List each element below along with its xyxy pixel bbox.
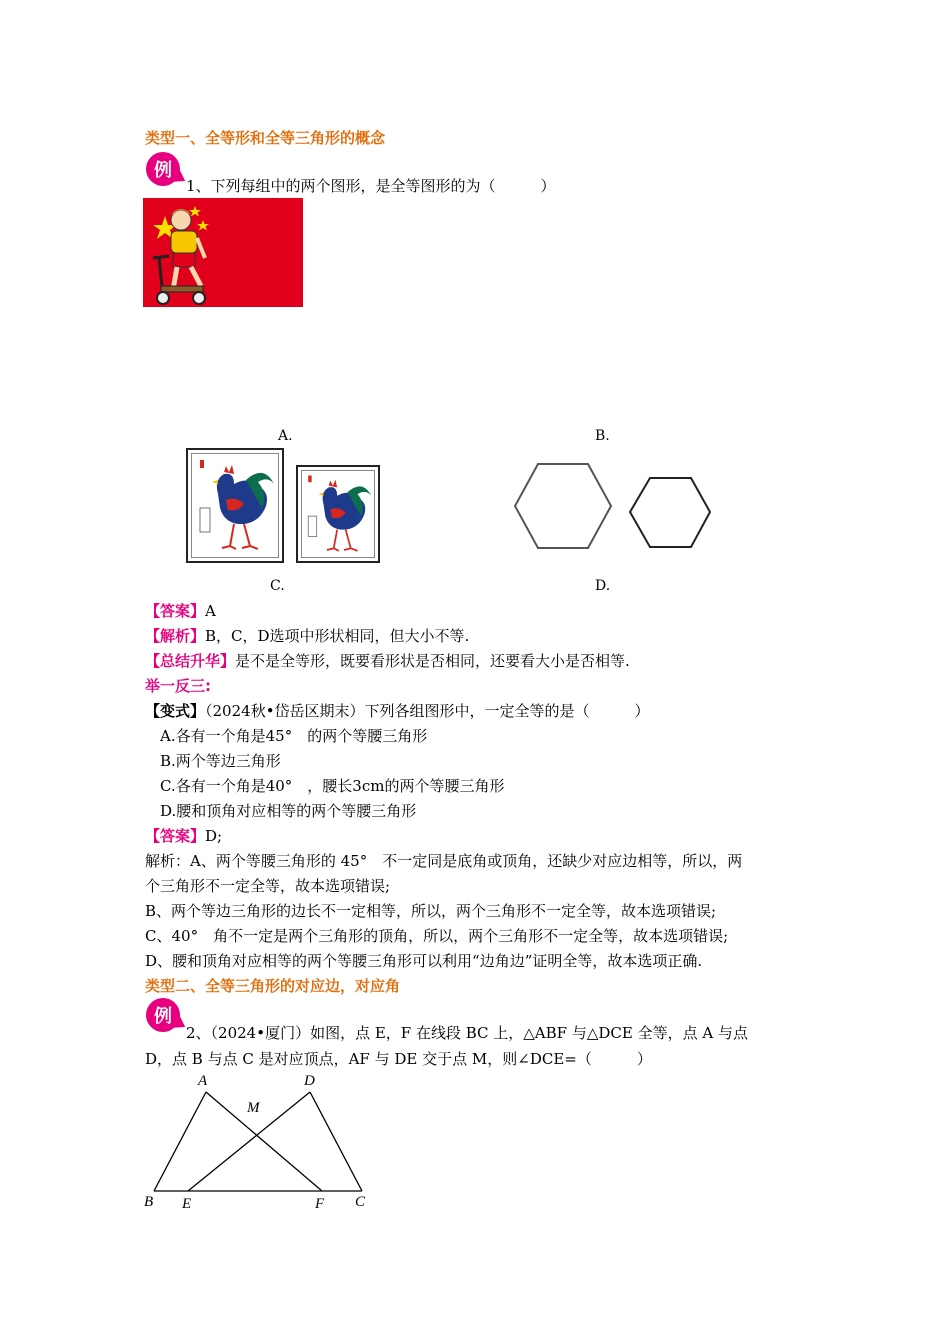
triangle-figure	[140, 1068, 380, 1213]
variant-answer-tag: 【答案】	[145, 827, 206, 845]
answer-tag: 【答案】	[145, 602, 206, 620]
section-title-2: 类型二、全等三角形的对应边，对应角	[145, 977, 401, 995]
option-a-label: A.	[278, 428, 293, 444]
analysis-line	[145, 626, 469, 646]
variant-option-b: B.两个等边三角形	[160, 752, 281, 770]
point-e-label: E	[182, 1196, 192, 1212]
explanation-line-4: C、40° 角不一定是两个三角形的顶角，所以，两个三角形不一定全等，故本选项错误;	[145, 927, 729, 945]
option-d-label: D.	[595, 578, 611, 594]
rooster-icon	[188, 450, 282, 561]
option-a-image	[143, 198, 303, 307]
point-m-label: M	[247, 1100, 260, 1116]
analysis-tag: 【解析】	[145, 627, 206, 645]
question-1-text: 1、下列每组中的两个图形，是全等图形的为（ ）	[186, 177, 556, 195]
point-a-label: A	[198, 1073, 208, 1089]
point-c-label: C	[355, 1194, 366, 1210]
variant-answer-value: D;	[205, 827, 223, 845]
question-2-line-2: D，点 B 与点 C 是对应顶点，AF 与 DE 交于点 M，则∠DCE=（ ）	[145, 1050, 652, 1068]
example-badge: 例	[146, 152, 180, 186]
explanation-line-1: 解析：A、两个等腰三角形的 45° 不一定同是底角或顶角，还缺少对应边相等，所以，两	[145, 852, 743, 870]
answer-value: A	[205, 602, 216, 620]
section-title-1: 类型一、全等形和全等三角形的概念	[145, 129, 386, 147]
rooster-icon	[298, 467, 378, 561]
variant-answer-line	[145, 826, 222, 846]
analysis-text: B，C，D选项中形状相同，但大小不等.	[205, 627, 470, 645]
explanation-line-2: 个三角形不一定全等，故本选项错误;	[145, 877, 391, 895]
summary-tag: 【总结升华】	[145, 652, 236, 670]
option-c-label: C.	[270, 578, 285, 594]
option-c-stamp-small	[296, 465, 380, 563]
point-b-label: B	[144, 1194, 154, 1210]
variant-text: （2024秋•岱岳区期末）下列各组图形中，一定全等的是（ ）	[205, 702, 650, 720]
point-d-label: D	[304, 1073, 315, 1089]
question-2-line-1: 2、（2024•厦门）如图，点 E，F 在线段 BC 上，△ABF 与△DCE 全等，点 A 与点	[186, 1024, 748, 1042]
girl-scooter-icon	[143, 198, 303, 307]
variant-option-d: D.腰和顶角对应相等的两个等腰三角形	[160, 802, 417, 820]
answer-line	[145, 601, 216, 621]
hexagon-large	[515, 464, 611, 548]
point-f-label: F	[315, 1196, 325, 1212]
variant-option-c: C.各有一个角是40° ，腰长3cm的两个等腰三角形	[160, 777, 505, 795]
example-badge: 例	[146, 998, 180, 1032]
option-b-label: B.	[595, 428, 610, 444]
variant-tag: 【变式】	[145, 702, 206, 720]
explanation-line-3: B、两个等边三角形的边长不一定相等，所以，两个三角形不一定全等，故本选项错误;	[145, 902, 717, 920]
summary-line	[145, 651, 630, 671]
option-d-hexagons	[510, 460, 720, 552]
variant-question	[145, 701, 650, 721]
option-c-stamp-large	[186, 448, 284, 563]
explanation-line-5: D、腰和顶角对应相等的两个等腰三角形可以利用“边角边”证明全等，故本选项正确.	[145, 952, 703, 970]
hexagon-small	[630, 478, 710, 547]
variant-heading: 举一反三:	[145, 677, 211, 695]
summary-text: 是不是全等形，既要看形状是否相同，还要看大小是否相等.	[235, 652, 630, 670]
variant-option-a: A.各有一个角是45° 的两个等腰三角形	[160, 727, 428, 745]
